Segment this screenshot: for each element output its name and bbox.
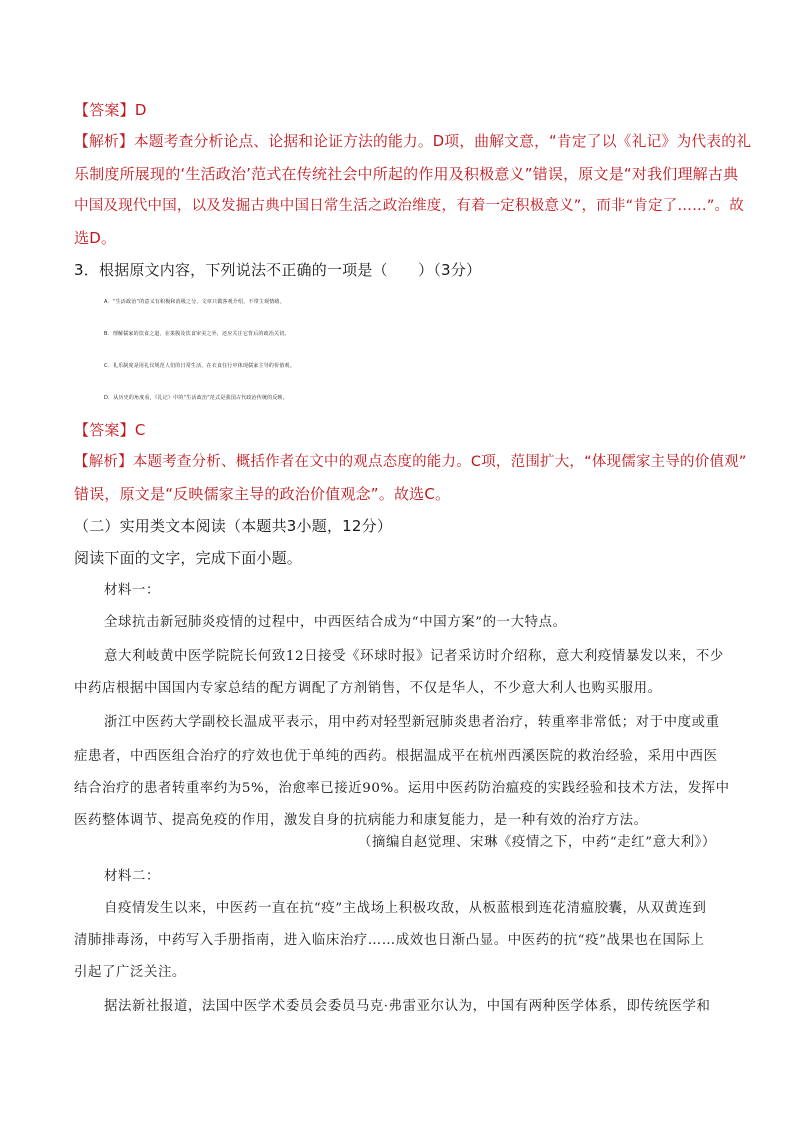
material1-line: 结合治疗的患者转重率约为5%，治愈率已接近90%。运用中医药防治瘟疫的实践经验和技术方法，发挥中 xyxy=(74,781,730,796)
section-instruction: 阅读下面的文字，完成下面小题。 xyxy=(74,549,303,567)
material1-label: 材料一： xyxy=(104,583,160,598)
q3-option-b: B．理解儒家的饮食之道，在果腹及饮食审美之外，还应关注它背后的政治关切。 xyxy=(104,331,290,337)
analysis-text: 本题考查分析、概括作者在文中的观点态度的能力。C项，范围扩大，“体现儒家主导的价值观” xyxy=(132,454,747,470)
q2-analysis-line-1 xyxy=(74,126,752,158)
answer-value: C xyxy=(134,421,146,439)
answer-tag: 【答案】 xyxy=(74,101,135,119)
material2-line: 清肺排毒汤，中药写入手册指南，进入临床治疗……成效也日渐凸显。中医药的抗“疫”战果也在国际上 xyxy=(74,933,705,948)
q2-analysis-line-3: 中国及现代中国，以及发掘古典中国日常生活之政治维度，有着一定积极意义”，而非“肯定了……”。故 xyxy=(74,198,744,214)
material1-line: 浙江中医药大学副校长温成平表示，用中药对轻型新冠肺炎患者治疗，转重率非常低；对于中度或重 xyxy=(104,715,720,730)
analysis-tag: 【解析】 xyxy=(74,133,134,150)
material2-line: 引起了广泛关注。 xyxy=(74,965,186,980)
material1-source: （摘编自赵觉理、宋琳《疫情之下，中药“走红”意大利》） xyxy=(358,835,716,850)
q3-answer-line xyxy=(74,414,734,446)
material1-line: 意大利岐黄中医学院院长何致12日接受《环球时报》记者采访时介绍称，意大利疫情暴发以来，不少 xyxy=(104,649,724,664)
q3-stem: 3．根据原文内容，下列说法不正确的一项是（ ）（3分） xyxy=(74,261,482,279)
q3-analysis-line-1 xyxy=(74,446,747,478)
q3-option-d: D．从历史的角度看，《礼记》中的“生活政治”范式是我国古代政治传统的反映。 xyxy=(104,395,288,401)
material1-line: 症患者，中西医组合治疗的疗效也优于单纯的西药。根据温成平在杭州西溪医院的救治经验，采用中西医 xyxy=(74,749,718,764)
analysis-tag: 【解析】 xyxy=(74,454,133,470)
material1-line: 中药店根据中国国内专家总结的配方调配了方剂销售，不仅是华人，不少意大利人也购买服用。 xyxy=(74,681,662,696)
material2-line: 自疫情发生以来，中医药一直在抗“疫”主战场上积极攻敌，从板蓝根到连花清瘟胶囊，从双黄连到 xyxy=(104,901,707,916)
material2-line: 据法新社报道，法国中医学术委员会委员马克·弗雷亚尔认为，中国有两种医学体系，即传统医学和 xyxy=(104,999,711,1014)
material1-line: 医药整体调节、提高免疫的作用，激发自身的抗病能力和康复能力，是一种有效的治疗方法。 xyxy=(74,813,648,828)
answer-tag: 【答案】 xyxy=(74,421,135,439)
q3-analysis-line-2: 错误，原文是“反映儒家主导的政治价值观念”。故选C。 xyxy=(74,485,451,503)
q2-analysis-line-2: 乐制度所展现的‘生活政治’范式在传统社会中所起的作用及积极意义”错误，原文是“对我们理解古典 xyxy=(74,165,739,183)
analysis-text: 本题考查分析论点、论据和论证方法的能力。D项，曲解文意，“肯定了以《礼记》为代表的礼 xyxy=(133,133,752,150)
material2-label: 材料二： xyxy=(104,869,160,884)
q3-option-c: C．礼乐制度是用礼仪规范人们的日常生活，在衣食住行中体现儒家主导的价值观。 xyxy=(104,363,295,369)
material1-line: 全球抗击新冠肺炎疫情的过程中，中西医结合成为“中国方案”的一大特点。 xyxy=(104,615,567,630)
section-heading: （二）实用类文本阅读（本题共3小题，12分） xyxy=(74,517,393,535)
q2-answer-line xyxy=(74,94,734,126)
answer-value: D xyxy=(134,101,147,119)
q2-analysis-line-4: 选D。 xyxy=(74,229,117,247)
q3-option-a: A．“生活政治”的意义有积极和消极之分，文章只做客观介绍，不带主观情绪。 xyxy=(104,299,285,305)
